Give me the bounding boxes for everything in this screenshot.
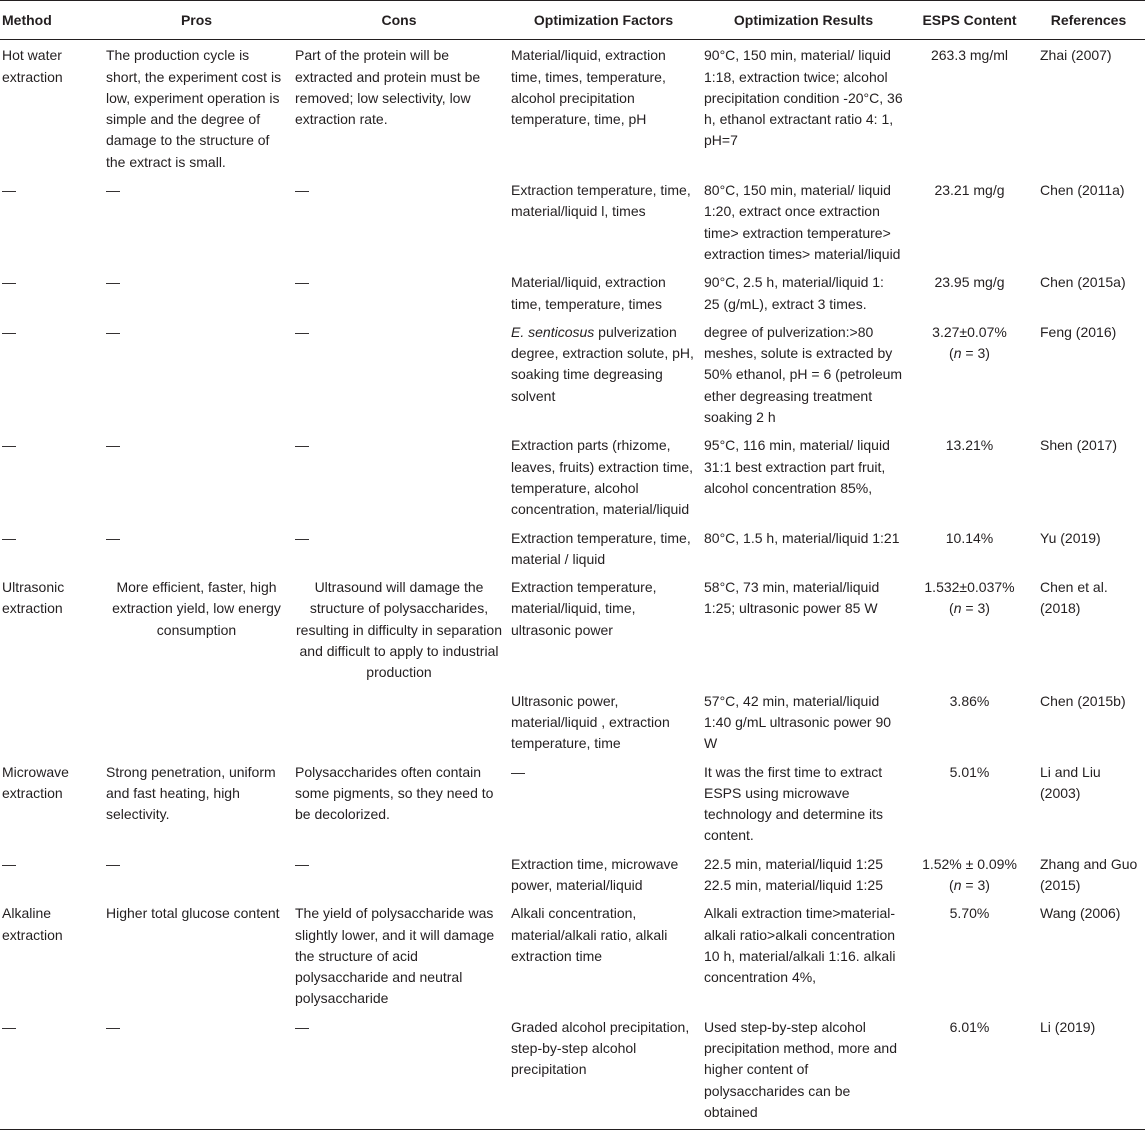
factors-text: Ultrasonic power, material/liquid , extraction temperature, time (511, 692, 670, 752)
content-value: 5.01% (949, 763, 990, 780)
sample-size-value: 3 (977, 345, 986, 362)
cell-optimization-results: 90°C, 2.5 h, material/liquid 1: 25 (g/mL), extract 3 times. (704, 274, 884, 312)
cell-esps-content (907, 430, 1032, 522)
cell-optimization-factors (507, 523, 700, 573)
cell-pros: — (106, 274, 120, 291)
table-row (0, 317, 1145, 430)
cell-esps-content (907, 267, 1032, 317)
content-value: 23.21 mg/g (934, 182, 1005, 199)
cell-optimization-factors (507, 175, 700, 267)
sample-size: (n = 3) (949, 345, 990, 362)
cell-method: Microwave extraction (2, 763, 69, 801)
cell-reference: Chen (2011a) (1040, 182, 1125, 199)
cell-method: — (2, 182, 16, 199)
cell-esps-content (907, 572, 1032, 685)
cell-optimization-factors (507, 849, 700, 899)
cell-cons: Ultrasound will damage the structure of polysaccharides, resulting in difficulty in separation and difficult to apply to industrial production (296, 579, 502, 681)
cell-pros: — (106, 855, 120, 872)
cell-optimization-factors (507, 686, 700, 757)
sample-size-value: 3 (977, 600, 986, 617)
table-row (0, 1012, 1145, 1130)
factors-text: Material/liquid, extraction time, times, temperature, alcohol precipitation temperature, time, pH (511, 47, 666, 128)
cell-pros (102, 686, 291, 757)
cell-reference: Chen (2015b) (1040, 692, 1126, 709)
cell-method: — (2, 323, 16, 340)
content-value: 1.52% ± 0.09% (922, 855, 1017, 872)
sample-size-value: 3 (977, 876, 986, 893)
table-row (0, 430, 1145, 522)
table-row (0, 572, 1145, 685)
cell-optimization-results: 95°C, 116 min, material/ liquid 31:1 best extraction part fruit, alcohol concentration 85%, (704, 437, 890, 496)
cell-method (0, 686, 102, 757)
cell-optimization-results: Used step-by-step alcohol precipitation method, more and higher content of polysaccharides can be obtained (700, 1012, 907, 1130)
cell-optimization-results: 80°C, 1.5 h, material/liquid 1:21 (704, 529, 900, 546)
content-value: 23.95 mg/g (934, 274, 1005, 291)
content-value: 3.86% (949, 692, 990, 709)
content-value: 1.532±0.037% (924, 579, 1015, 596)
cell-pros: — (106, 323, 120, 340)
cell-esps-content (907, 757, 1032, 849)
cell-optimization-factors (507, 317, 700, 430)
cell-method: — (2, 855, 16, 872)
table-row (0, 757, 1145, 849)
cell-pros: — (106, 182, 120, 199)
cell-pros: More efficient, faster, high extraction yield, low energy consumption (112, 579, 281, 638)
cell-method: Hot water extraction (2, 47, 63, 85)
cell-reference: Chen (2015a) (1040, 274, 1126, 291)
cell-cons (291, 686, 507, 757)
cell-cons: Part of the protein will be extracted and protein must be removed; low selectivity, low extraction rate. (295, 47, 481, 128)
cell-cons: — (295, 274, 309, 291)
table-row (0, 849, 1145, 899)
cell-cons: The yield of polysaccharide was slightly lower, and it will damage the structure of acid polysaccharide and neutral polysaccharide (295, 905, 495, 1007)
cell-method: — (2, 529, 16, 546)
species-name: E. senticosus (511, 323, 595, 340)
cell-optimization-factors (507, 40, 700, 175)
content-value: 263.3 mg/ml (930, 47, 1009, 64)
cell-optimization-results: Alkali extraction time>material-alkali ratio>alkali concentration 10 h, material/alkali 1:16. alkali concentration 4%, (704, 905, 896, 986)
factors-text: Graded alcohol precipitation, step-by-step alcohol precipitation (511, 1018, 690, 1078)
content-value: 13.21% (945, 437, 994, 454)
cell-optimization-factors (507, 898, 700, 1011)
cell-reference: Yu (2019) (1040, 529, 1101, 546)
sample-size: (n = 3) (949, 600, 990, 617)
cell-reference: Zhai (2007) (1040, 47, 1112, 64)
cell-reference: Shen (2017) (1040, 437, 1118, 454)
header-row (0, 1, 1145, 40)
cell-esps-content (907, 175, 1032, 267)
factors-text: pulverization degree, extraction solute, pH, soaking time degreasing solvent (511, 323, 694, 404)
table-row (0, 523, 1145, 573)
cell-method: — (0, 1012, 102, 1130)
factors-text: Extraction parts (rhizome, leaves, fruits) extraction time, temperature, alcohol concentration, material/liquid (511, 437, 694, 518)
cell-optimization-results: It was the first time to extract ESPS using microwave technology and determine its content. (704, 763, 883, 844)
cell-optimization-results: 57°C, 42 min, material/liquid 1:40 g/mL ultrasonic power 90 W (704, 692, 892, 752)
table-header (0, 1, 1145, 40)
factors-text: Extraction temperature, time, material / liquid (511, 529, 691, 567)
cell-pros: Higher total glucose content (106, 905, 280, 922)
cell-cons: — (295, 323, 309, 340)
cell-reference: Wang (2006) (1040, 905, 1121, 922)
header-cons: Cons (291, 1, 507, 40)
cell-cons: Polysaccharides often contain some pigments, so they need to be decolorized. (295, 763, 494, 823)
header-optimization-factors: Optimization Factors (507, 1, 700, 40)
sample-size: (n = 3) (949, 876, 990, 893)
factors-text: Extraction time, microwave power, material/liquid (511, 855, 679, 893)
cell-method: Alkaline extraction (2, 905, 63, 943)
cell-esps-content (907, 523, 1032, 573)
factors-text: — (511, 763, 525, 780)
header-references: References (1032, 1, 1145, 40)
cell-reference: Feng (2016) (1040, 323, 1117, 340)
table-row (0, 175, 1145, 267)
cell-optimization-factors (507, 572, 700, 685)
cell-pros: — (106, 529, 120, 546)
cell-cons: — (291, 1012, 507, 1130)
factors-text: Extraction temperature, time, material/liquid l, times (511, 182, 691, 220)
cell-optimization-results: degree of pulverization:>80 meshes, solute is extracted by 50% ethanol, pH = 6 (petroleum ether degreasing treatment soaking 2 h (704, 323, 903, 426)
cell-reference: Li and Liu (2003) (1040, 763, 1101, 801)
cell-cons: — (295, 182, 309, 199)
table-row (0, 267, 1145, 317)
cell-optimization-results: 80°C, 150 min, material/ liquid 1:20, extract once extraction time> extraction temperature> extraction times> material/liquid (704, 182, 901, 262)
cell-optimization-results: 58°C, 73 min, material/liquid 1:25; ultrasonic power 85 W (704, 579, 880, 617)
content-value: 10.14% (945, 529, 994, 546)
cell-method: Ultrasonic extraction (2, 579, 65, 617)
cell-reference: Li (2019) (1032, 1012, 1145, 1130)
content-value: 5.70% (949, 905, 990, 922)
cell-optimization-factors (507, 757, 700, 849)
cell-esps-content (907, 686, 1032, 757)
factors-text: Alkali concentration, material/alkali ratio, alkali extraction time (511, 905, 668, 964)
factors-text: Material/liquid, extraction time, temperature, times (511, 274, 666, 312)
cell-cons: — (295, 437, 309, 454)
cell-esps-content (907, 317, 1032, 430)
factors-text: Extraction temperature, material/liquid, time, ultrasonic power (511, 579, 657, 638)
cell-optimization-factors (507, 1012, 700, 1130)
cell-pros: — (106, 437, 120, 454)
header-pros: Pros (102, 1, 291, 40)
table-body (0, 40, 1145, 1130)
cell-pros: Strong penetration, uniform and fast heating, high selectivity. (106, 763, 276, 823)
cell-esps-content (907, 1012, 1032, 1130)
cell-reference: Chen et al. (2018) (1040, 579, 1108, 617)
table-row (0, 686, 1145, 757)
cell-optimization-factors (507, 267, 700, 317)
cell-esps-content (907, 898, 1032, 1011)
header-method: Method (0, 1, 102, 40)
cell-method: — (2, 274, 16, 291)
cell-optimization-results: 90°C, 150 min, material/ liquid 1:18, extraction twice; alcohol precipitation condition -20°C, 36 h, ethanol extractant ratio 4: 1, pH=7 (704, 47, 903, 149)
cell-cons: — (295, 855, 309, 872)
cell-method: — (2, 437, 16, 454)
table-row (0, 898, 1145, 1011)
cell-optimization-factors (507, 430, 700, 522)
cell-esps-content (907, 849, 1032, 899)
cell-esps-content (907, 40, 1032, 175)
content-value: 3.27±0.07% (932, 323, 1007, 340)
cell-optimization-results: 22.5 min, material/liquid 1:25 22.5 min, material/liquid 1:25 (704, 855, 883, 893)
content-value: 6.01% (949, 1018, 990, 1035)
cell-pros: The production cycle is short, the experiment cost is low, experiment operation is simple and the degree of damage to the structure of the extract is small. (106, 47, 282, 170)
header-optimization-results: Optimization Results (700, 1, 907, 40)
cell-cons: — (295, 529, 309, 546)
cell-pros: — (102, 1012, 291, 1130)
cell-reference: Zhang and Guo (2015) (1040, 855, 1138, 893)
header-esps-content: ESPS Content (907, 1, 1032, 40)
table-row (0, 40, 1145, 175)
